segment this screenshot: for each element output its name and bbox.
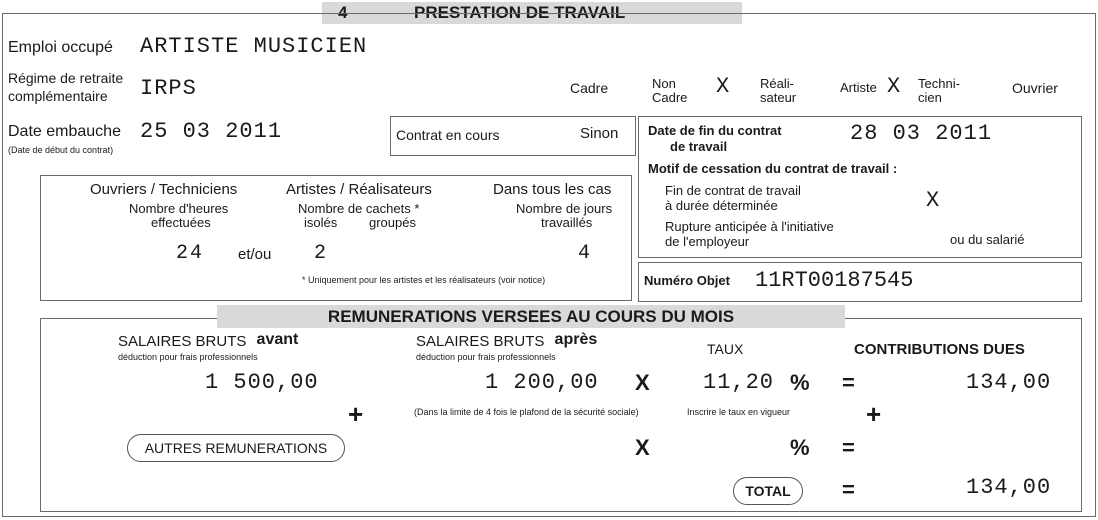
apres-label-text: SALAIRES BRUTS [416, 333, 545, 350]
non-cadre-label-2: Cadre [652, 90, 688, 105]
percent-sign-2: % [790, 435, 810, 460]
percent-sign-1: % [790, 370, 810, 395]
fin-cdd-label-1: Fin de contrat de travail [665, 183, 801, 198]
remun-title: REMUNERATIONS VERSEES AU COURS DU MOIS [217, 305, 845, 328]
rupture-label-2: de l'employeur [665, 234, 750, 249]
contrib-value[interactable]: 134,00 [966, 370, 1052, 395]
autres-remunerations-button[interactable]: AUTRES REMUNERATIONS [127, 434, 345, 462]
contrib-label: CONTRIBUTIONS DUES [854, 341, 1025, 358]
plus-sign-2: + [866, 399, 882, 429]
avant-bold: avant [256, 331, 299, 348]
realisateur-label-1: Réali- [760, 76, 794, 91]
section-title: PRESTATION DE TRAVAIL [414, 3, 626, 22]
artiste-label: Artiste [840, 80, 877, 95]
artistes-sub-1: Nombre de cachets * [298, 201, 420, 216]
non-cadre-label-1: Non [652, 76, 676, 91]
ouvriers-sub-2: effectuées [151, 215, 211, 230]
equals-sign-2: = [842, 435, 855, 460]
taux-value[interactable]: 11,20 [703, 370, 775, 395]
regime-value[interactable]: IRPS [140, 76, 197, 101]
sinon-label: Sinon [580, 125, 619, 142]
avant-label-text: SALAIRES BRUTS [118, 333, 247, 350]
tous-sub-2: travaillés [541, 215, 593, 230]
heures-value[interactable]: 24 [176, 242, 205, 265]
apres-bold: après [554, 331, 598, 348]
fin-contrat-label-2: de travail [670, 139, 728, 154]
times-sign-1: X [635, 370, 650, 395]
footnote: * Uniquement pour les artistes et les réalisateurs (voir notice) [302, 275, 546, 285]
cadre-label: Cadre [570, 80, 609, 96]
isoles-label: isolés [304, 215, 338, 230]
jours-value[interactable]: 4 [578, 242, 591, 265]
taux-note: Inscrire le taux en vigueur [687, 407, 791, 417]
apres-value[interactable]: 1 200,00 [485, 370, 599, 395]
apres-label [416, 333, 597, 351]
plus-sign-1: + [348, 399, 364, 429]
contrat-label: Contrat en cours [396, 127, 500, 143]
equals-sign-1: = [842, 370, 855, 395]
embauche-label: Date embauche [8, 123, 121, 140]
cachets-value[interactable]: 2 [314, 242, 327, 265]
fin-cdd-label-2: à durée déterminée [665, 198, 778, 213]
rupture-label-1: Rupture anticipée à l'initiative [665, 219, 834, 234]
etou-label: et/ou [238, 246, 272, 263]
tous-sub-1: Nombre de jours [516, 201, 613, 216]
avant-sublabel: déduction pour frais professionnels [118, 352, 258, 362]
realisateur-label-2: sateur [760, 90, 797, 105]
plafond-note: (Dans la limite de 4 fois le plafond de la sécurité sociale) [414, 407, 639, 417]
objet-label: Numéro Objet [644, 273, 730, 288]
fin-contrat-label-1: Date de fin du contrat [648, 123, 782, 138]
non-cadre-checkmark[interactable]: X [716, 74, 730, 99]
ouvrier-label: Ouvrier [1012, 80, 1058, 96]
embauche-sublabel: (Date de début du contrat) [8, 145, 114, 155]
taux-label: TAUX [707, 341, 744, 357]
tous-title: Dans tous les cas [493, 181, 612, 198]
section-number: 4 [338, 3, 348, 22]
technicien-label-1: Techni- [918, 76, 960, 91]
fin-cdd-checkmark[interactable]: X [926, 188, 940, 213]
total-button[interactable]: TOTAL [733, 477, 803, 505]
avant-value[interactable]: 1 500,00 [205, 370, 319, 395]
times-sign-2: X [635, 435, 650, 460]
objet-value[interactable]: 11RT00187545 [755, 268, 914, 293]
technicien-label-2: cien [918, 90, 942, 105]
embauche-value[interactable]: 25 03 2011 [140, 119, 283, 144]
motif-label: Motif de cessation du contrat de travail : [648, 161, 898, 176]
total-value[interactable]: 134,00 [966, 475, 1052, 500]
fin-contrat-value[interactable]: 28 03 2011 [850, 121, 993, 146]
ouvriers-title: Ouvriers / Techniciens [90, 181, 238, 198]
emploi-value[interactable]: ARTISTE MUSICIEN [140, 34, 368, 59]
ouvriers-sub-1: Nombre d'heures [129, 201, 229, 216]
equals-sign-total: = [842, 477, 855, 502]
artiste-checkmark[interactable]: X [887, 74, 901, 99]
groupes-label: groupés [369, 215, 416, 230]
apres-sublabel: déduction pour frais professionnels [416, 352, 556, 362]
regime-label-2: complémentaire [8, 88, 108, 104]
artistes-title: Artistes / Réalisateurs [286, 181, 432, 198]
avant-label [118, 333, 298, 351]
regime-label-1: Régime de retraite [8, 70, 124, 86]
emploi-label: Emploi occupé [8, 39, 113, 56]
salarie-label: ou du salarié [950, 232, 1025, 247]
